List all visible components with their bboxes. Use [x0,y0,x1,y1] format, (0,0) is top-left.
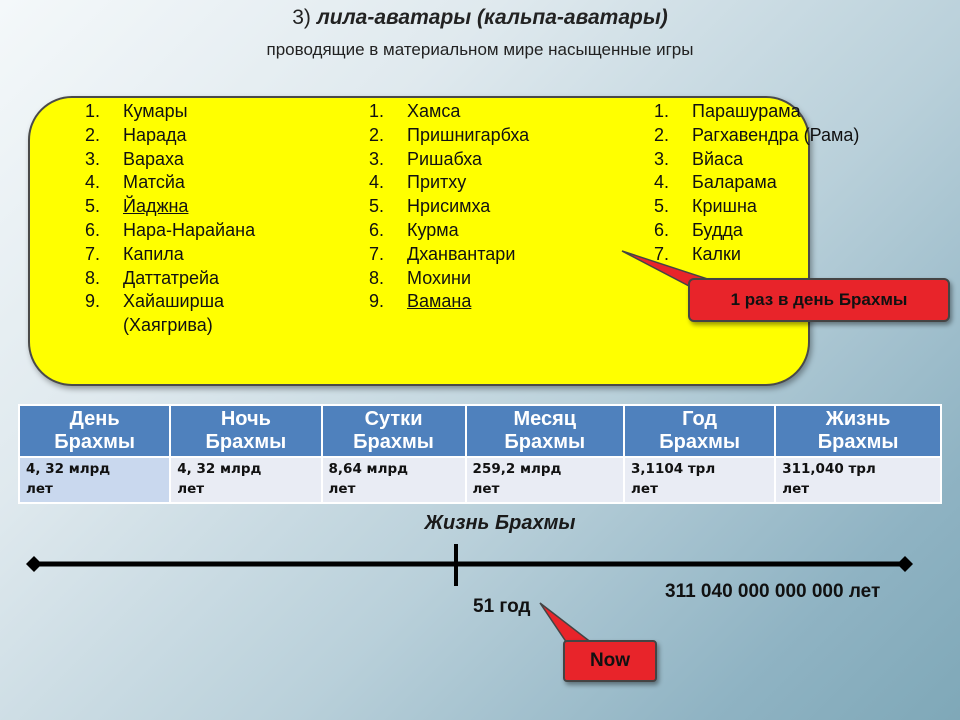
list-item: 7. Капила [85,243,184,264]
table-row [19,457,941,503]
title-main: лила-аватары (кальпа-аватары) [316,6,668,29]
list-item: 7. Калки [654,243,741,264]
slide-subtitle: проводящие в материальном мире насыщенные игры [266,40,694,59]
table-cell: 4, 32 млрд лет [170,457,321,503]
table-header: Ночь Брахмы [170,405,321,457]
list-item: 1. Хамса [369,101,461,121]
list-item: 6. Нара-Нарайана [85,219,256,240]
table-header: Сутки Брахмы [322,405,466,457]
lifespan-label: 311 040 000 000 000 лет [665,581,881,602]
table-header: Месяц Брахмы [466,405,624,457]
list-item: 6. Будда [654,219,743,240]
table-cell: 3,1104 трл лет [624,457,775,503]
list-item: 3. Ришабха [369,148,483,169]
now-callout: Now [563,640,657,682]
link-vamana: Вамана [407,291,472,312]
table-header-row [19,405,941,457]
list-item: 3. Вйаса [654,148,744,169]
list-item: 4. Притху [369,172,467,193]
list-item: 1. Парашурама [654,101,801,121]
title-number: 3) [292,6,311,29]
list-item: 4. Баларама [654,172,777,193]
table-cell: 311,040 трл лет [775,457,941,503]
table-header: Год Брахмы [624,405,775,457]
timeline-label: Жизнь Брахмы [424,512,576,534]
list-item: 7. Дханвантари [369,243,516,264]
list-item: 2. Пришнигарбха [369,124,530,145]
list-item: 2. Нарада [85,124,187,145]
list-item: 6. Курма [369,219,459,240]
list-item: 8. Мохини [369,267,472,288]
list-item: 4. Матсйа [85,172,185,193]
list-item: 1. Кумары [85,101,188,121]
table-cell: 259,2 млрд лет [466,457,624,503]
table-cell: 8,64 млрд лет [322,457,466,503]
brahma-day-callout: 1 раз в день Брахмы [688,278,950,322]
table-header: Жизнь Брахмы [775,405,941,457]
marker-label: 51 год [473,596,531,617]
table-header: День Брахмы [19,405,170,457]
table-cell: 4, 32 млрд лет [19,457,170,503]
list-item: 9. Хайаширша [85,291,225,312]
timeline-start-diamond [26,556,42,572]
list-item[interactable]: 5. Йаджна [85,195,255,219]
brahma-time-table [18,404,942,504]
list-item[interactable]: 9. Вамана [369,290,529,314]
list-item: 8. Даттатрейа [85,267,220,288]
list-item: (Хаягрива) [123,315,213,336]
list-item: 5. Нрисимха [369,196,491,217]
list-item: 5. Кришна [654,196,757,217]
list-item: 3. Вараха [85,148,184,169]
timeline-end-diamond [897,556,913,572]
link-yajna: Йаджна [123,196,189,217]
list-item: 2. Рагхавендра (Рама) [654,124,860,145]
